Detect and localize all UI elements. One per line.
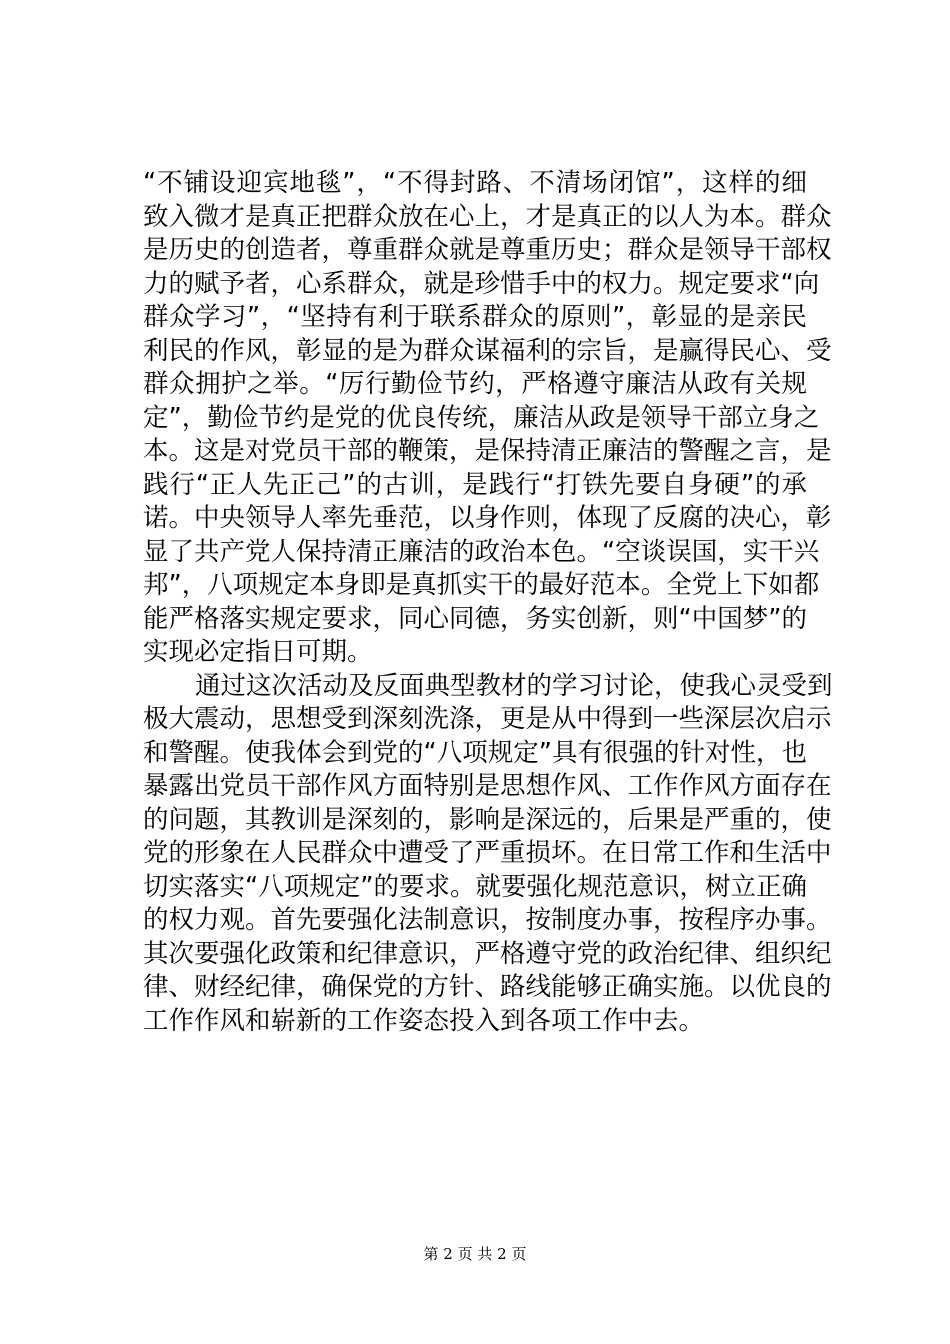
paragraph-line: 定”，勤俭节约是党的优良传统，廉洁从政是领导干部立身之 [143, 402, 820, 433]
paragraph-line: 党的形象在人民群众中遭受了严重损坏。在日常工作和生活中 [143, 838, 832, 868]
paragraph-line: 利民的作风，彰显的是为群众谋福利的宗旨，是赢得民心、受 [143, 335, 832, 366]
paragraph-line: 极大震动，思想受到深刻洗涤，更是从中得到一些深层次启示 [143, 704, 832, 734]
paragraph-line: 的问题，其教训是深刻的，影响是深远的，后果是严重的，使 [143, 804, 832, 835]
paragraph-line: 通过这次活动及反面典型教材的学习讨论，使我心灵受到 [195, 670, 833, 701]
paragraph-line: 能严格落实规定要求，同心同德，务实创新，则“中国梦”的 [143, 603, 807, 634]
paragraph-line: 诺。中央领导人率先垂范，以身作则，体现了反腐的决心，彰 [143, 503, 832, 533]
paragraph-line: 显了共产党人保持清正廉洁的政治本色。“空谈误国，实干兴 [143, 536, 820, 567]
paragraph-line: 践行“正人先正己”的古训，是践行“打铁先要自身硬”的承 [143, 469, 807, 500]
paragraph-line: 群众学习”，“坚持有利于联系群众的原则”，彰显的是亲民 [143, 302, 807, 332]
paragraph-line: “不铺设迎宾地毯”，“不得封路、不清场闭馆”，这样的细 [143, 168, 807, 198]
paragraph-line: 力的赋予者，心系群众，就是珍惜手中的权力。规定要求“向 [143, 268, 820, 299]
page-footer: 第 2 页 共 2 页 [423, 1245, 527, 1263]
paragraph-line: 群众拥护之举。“厉行勤俭节约，严格遵守廉洁从政有关规 [143, 369, 807, 399]
paragraph-line: 致入微才是真正把群众放在心上，才是真正的以人为本。群众 [143, 201, 832, 232]
paragraph-line: 切实落实“八项规定”的要求。就要强化规范意识，树立正确 [143, 871, 807, 902]
paragraph-line: 其次要强化政策和纪律意识，严格遵守党的政治纪律、组织纪 [143, 938, 832, 969]
paragraph-line: 是历史的创造者，尊重群众就是尊重历史；群众是领导干部权 [143, 235, 832, 265]
paragraph-line: 本。这是对党员干部的鞭策，是保持清正廉洁的警醒之言，是 [143, 436, 832, 466]
paragraph-line: 实现必定指日可期。 [143, 637, 373, 667]
document-body [143, 167, 833, 1038]
paragraph-line: 的权力观。首先要强化法制意识，按制度办事，按程序办事。 [143, 905, 832, 935]
paragraph-line: 律、财经纪律，确保党的方针、路线能够正确实施。以优良的 [143, 972, 832, 1002]
paragraph-line: 工作作风和崭新的工作姿态投入到各项工作中去。 [143, 1005, 705, 1036]
paragraph-line: 暴露出党员干部作风方面特别是思想作风、工作作风方面存在 [143, 771, 832, 801]
paragraph-line: 和警醒。使我体会到党的“八项规定”具有很强的针对性，也 [143, 737, 807, 768]
paragraph-line: 邦”，八项规定本身即是真抓实干的最好范本。全党上下如都 [143, 570, 820, 600]
